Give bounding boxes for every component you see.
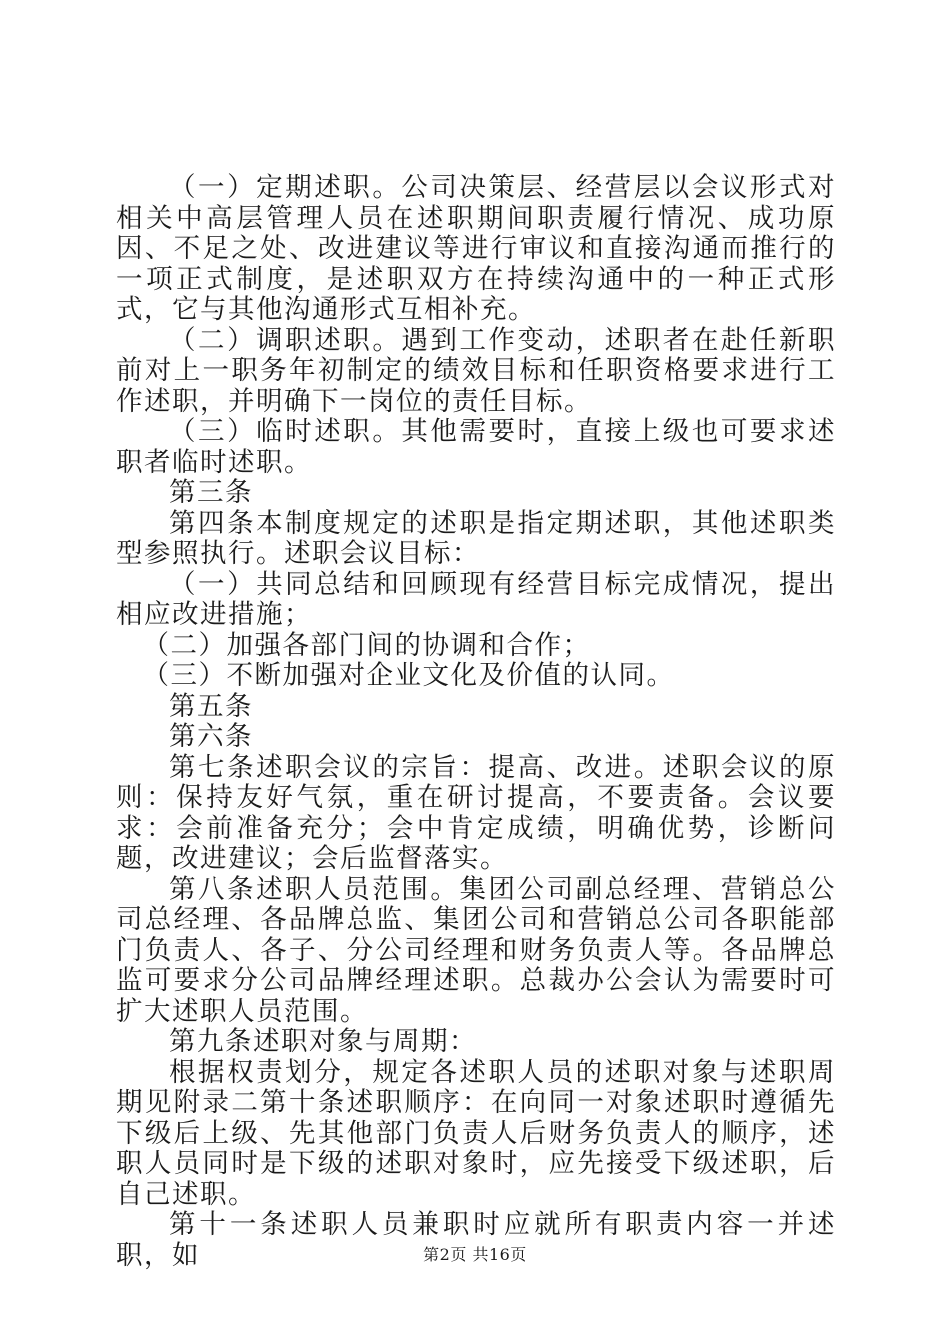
document-body [116, 173, 836, 1271]
paragraph: 第七条述职会议的宗旨：提高、改进。述职会议的原则：保持友好气氛，重在研讨提高，不要责备。会议要求：会前准备充分；会中肯定成绩，明确优势，诊断问题，改进建议；会后监督落实。 [116, 751, 836, 874]
paragraph: 第五条 [169, 690, 253, 722]
paragraph: （二）调职述职。遇到工作变动，述职者在赴任新职前对上一职务年初制定的绩效目标和任职资格要求进行工作述职，并明确下一岗位的责任目标。 [116, 324, 836, 417]
paragraph: 根据权责划分，规定各述职人员的述职对象与述职周期见附录二第十条述职顺序：在向同一对象述职时遵循先下级后上级、先其他部门负责人后财务负责人的顺序，述职人员同时是下级的述职对象时，应先接受下级述职，后自己述职。 [116, 1056, 836, 1210]
paragraph: 第十一条述职人员兼职时应就所有职责内容一并述职，如 [116, 1209, 836, 1271]
paragraph: 第八条述职人员范围。集团公司副总经理、营销总公司总经理、各品牌总监、集团公司和营销总公司各职能部门负责人、各子、分公司经理和财务负责人等。各品牌总监可要求分公司品牌经理述职。总裁办公会认为需要时可扩大述职人员范围。 [116, 873, 836, 1027]
paragraph: 第六条 [169, 721, 253, 752]
paragraph: （三）不断加强对企业文化及价值的认同。 [142, 660, 675, 691]
paragraph: 第三条 [169, 477, 253, 508]
paragraph: （一）共同总结和回顾现有经营目标完成情况，提出相应改进措施； [116, 568, 836, 630]
page-number: 第2页 共16页 [423, 1245, 527, 1264]
page-footer [0, 1245, 950, 1265]
paragraph: 第九条述职对象与周期： [169, 1026, 477, 1057]
paragraph: （二）加强各部门间的协调和合作； [142, 629, 591, 661]
paragraph: 第四条本制度规定的述职是指定期述职，其他述职类型参照执行。述职会议目标： [116, 507, 836, 569]
paragraph: （三）临时述职。其他需要时，直接上级也可要求述职者临时述职。 [116, 416, 836, 478]
paragraph: （一）定期述职。公司决策层、经营层以会议形式对相关中高层管理人员在述职期间职责履行情况、成功原因、不足之处、改进建议等进行审议和直接沟通而推行的一项正式制度，是述职双方在持续沟通中的一种正式形式，它与其他沟通形式互相补充。 [116, 172, 836, 325]
